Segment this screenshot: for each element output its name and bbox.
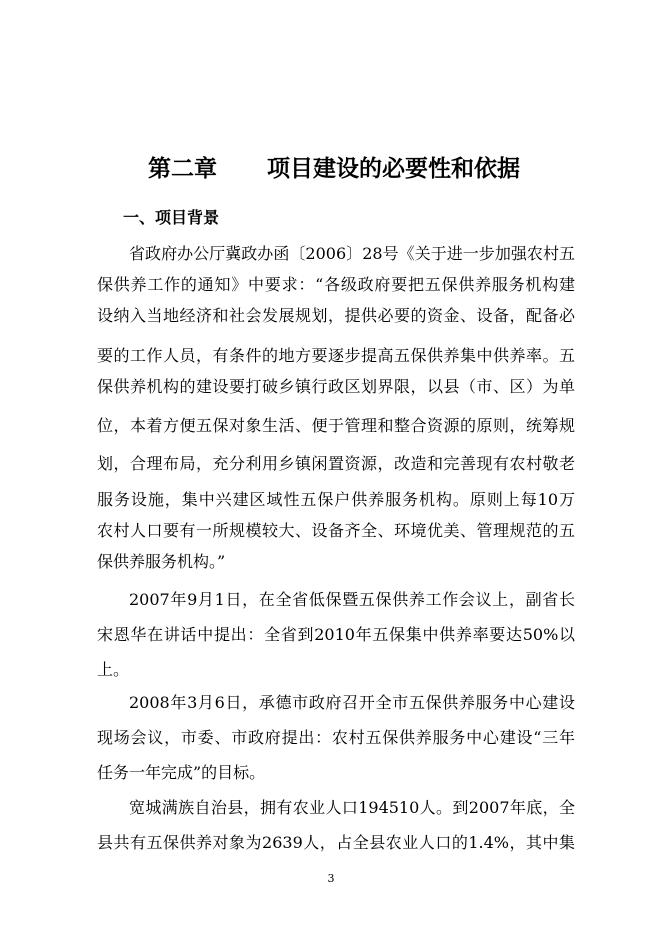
chapter-title xyxy=(148,150,520,183)
chapter-name: 项目建设的必要性和依据 xyxy=(267,155,520,182)
text-line: 服务设施，集中兴建区域性五保户供养服务机构。原则上每10万 xyxy=(97,490,575,509)
text-line: 保供养工作的通知》中要求：“各级政府要把五保供养服务机构建 xyxy=(97,275,575,294)
chapter-number: 第二章 xyxy=(148,155,217,182)
text-line: 保供养机构的建设要打破乡镇行政区划界限，以县（市、区）为单 xyxy=(97,377,575,396)
text-line: 划，合理布局，充分利用乡镇闲置资源，改造和完善现有农村敬老 xyxy=(97,454,575,473)
text-line: 省政府办公厅冀政办函〔2006〕28号《关于进一步加强农村五 xyxy=(129,244,575,263)
section-heading: 一、项目背景 xyxy=(123,208,220,227)
page-number: 3 xyxy=(327,872,335,885)
text-line: 要的工作人员，有条件的地方要逐步提高五保供养集中供养率。五 xyxy=(97,346,575,365)
text-line: 农村人口要有一所规模较大、设备齐全、环境优美、管理规范的五 xyxy=(97,521,575,540)
text-line: 上。 xyxy=(97,660,130,679)
text-line: 任务一年完成”的目标。 xyxy=(97,763,266,782)
text-line: 2007年9月1日，在全省低保暨五保供养工作会议上，副省长 xyxy=(129,590,575,609)
text-line: 现场会议，市委、市政府提出：农村五保供养服务中心建设“三年 xyxy=(97,728,575,747)
text-line: 县共有五保供养对象为2639人，占全县农业人口的1.4%，其中集 xyxy=(97,833,575,852)
text-line: 设纳入当地经济和社会发展规划，提供必要的资金、设备，配备必 xyxy=(97,306,575,325)
text-line: 保供养服务机构。” xyxy=(97,552,226,571)
text-line: 位，本着方便五保对象生活、便于管理和整合资源的原则，统筹规 xyxy=(97,416,575,435)
text-line: 宋恩华在讲话中提出：全省到2010年五保集中供养率要达50%以 xyxy=(97,625,575,644)
text-line: 宽城满族自治县，拥有农业人口194510人。到2007年底，全 xyxy=(129,798,575,817)
text-line: 2008年3月6日，承德市政府召开全市五保供养服务中心建设 xyxy=(129,693,575,712)
